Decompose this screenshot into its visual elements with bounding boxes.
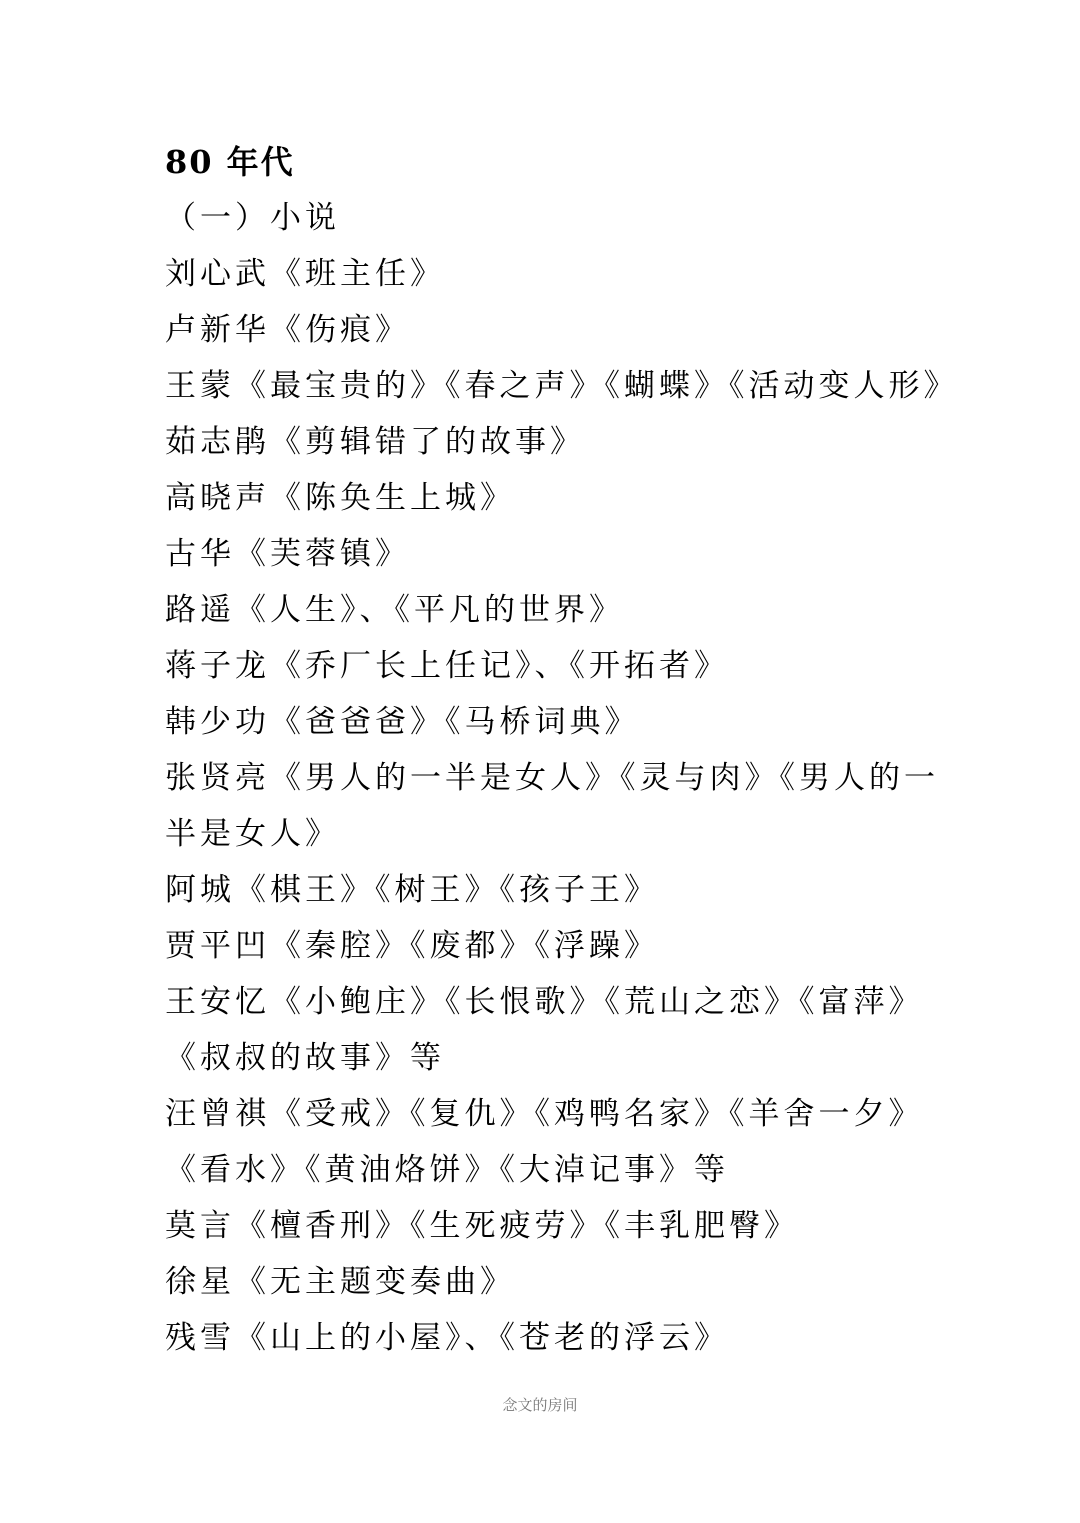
list-item: 王蒙《最宝贵的》《春之声》《蝴蝶》《活动变人形》 [165,368,959,404]
list-item-continuation: 半是女人》 [165,816,340,852]
list-item: 徐星《无主题变奏曲》 [165,1264,515,1300]
section-heading: 80 年代 [165,143,295,181]
list-item: 韩少功《爸爸爸》《马桥词典》 [165,704,640,740]
work-list [165,196,959,1372]
list-item: 古华《芙蓉镇》 [165,536,410,572]
list-item: 高晓声《陈奂生上城》 [165,480,515,516]
list-item: 路遥《人生》、《平凡的世界》 [165,592,624,628]
list-item: 茹志鹃《剪辑错了的故事》 [165,424,585,460]
list-item: 王安忆《小鲍庄》《长恨歌》《荒山之恋》《富萍》 [165,984,924,1020]
list-item: 张贤亮《男人的一半是女人》《灵与肉》《男人的一 [165,760,939,796]
page-footer-watermark: 念文的房间 [502,1396,578,1414]
list-item: 卢新华《伤痕》 [165,312,410,348]
list-item: 汪曾祺《受戒》《复仇》《鸡鸭名家》《羊舍一夕》 [165,1096,924,1132]
list-item: 莫言《檀香刑》《生死疲劳》《丰乳肥臀》 [165,1208,799,1244]
subsection-heading: （一）小说 [165,200,340,236]
list-item: 刘心武《班主任》 [165,256,445,292]
list-item-continuation: 《叔叔的故事》等 [165,1040,445,1076]
list-item: 贾平凹《秦腔》《废都》《浮躁》 [165,928,659,964]
list-item: 蒋子龙《乔厂长上任记》、《开拓者》 [165,648,729,684]
list-item-continuation: 《看水》《黄油烙饼》《大淖记事》等 [165,1152,729,1188]
list-item: 残雪《山上的小屋》、《苍老的浮云》 [165,1320,729,1356]
list-item: 阿城《棋王》《树王》《孩子王》 [165,872,659,908]
